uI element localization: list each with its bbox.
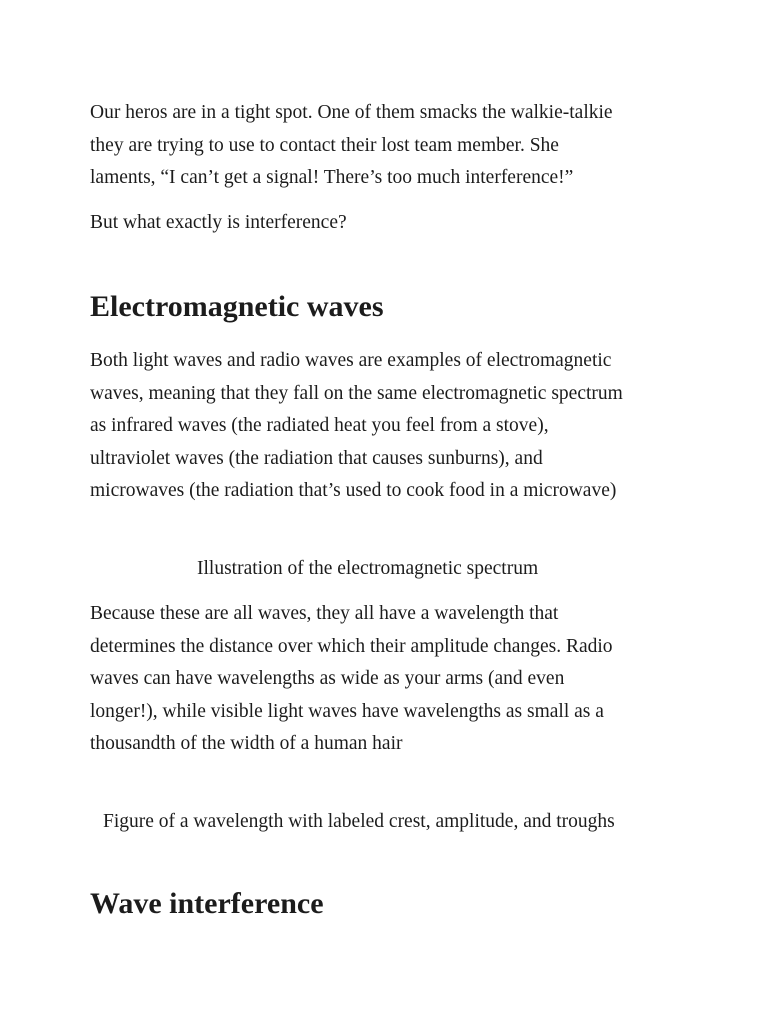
intro-line: they are trying to use to contact their lost team member. She bbox=[90, 134, 559, 156]
em-line: waves, meaning that they fall on the same electromagnetic spectrum bbox=[90, 382, 623, 404]
wavelength-line: thousandth of the width of a human hair bbox=[90, 733, 403, 754]
heading-electromagnetic-waves: Electromagnetic waves bbox=[90, 290, 384, 323]
em-line: ultraviolet waves (the radiation that causes sunburns), and bbox=[90, 447, 543, 469]
wavelength-line: Because these are all waves, they all have a wavelength that bbox=[90, 603, 559, 624]
em-paragraph bbox=[90, 345, 690, 508]
intro-line: laments, “I can’t get a signal! There’s too much interference!” bbox=[90, 167, 574, 188]
wavelength-line: longer!), while visible light waves have wavelengths as small as a bbox=[90, 700, 604, 722]
question-text: But what exactly is interference? bbox=[90, 212, 347, 233]
intro-question bbox=[90, 207, 690, 240]
em-line: Both light waves and radio waves are examples of electromagnetic bbox=[90, 350, 612, 371]
wavelength-line: waves can have wavelengths as wide as your arms (and even bbox=[90, 668, 565, 689]
intro-line: Our heros are in a tight spot. One of them smacks the walkie-talkie bbox=[90, 102, 613, 123]
figure-caption-spectrum: Illustration of the electromagnetic spectrum bbox=[197, 558, 539, 579]
intro-paragraph bbox=[90, 97, 690, 195]
heading-wave-interference: Wave interference bbox=[90, 887, 324, 920]
figure-caption-wavelength: Figure of a wavelength with labeled crest, amplitude, and troughs bbox=[103, 811, 615, 832]
em-line: as infrared waves (the radiated heat you feel from a stove), bbox=[90, 415, 549, 436]
em-line: microwaves (the radiation that’s used to cook food in a microwave) bbox=[90, 480, 617, 501]
wavelength-paragraph bbox=[90, 598, 690, 761]
wavelength-line: determines the distance over which their amplitude changes. Radio bbox=[90, 635, 613, 657]
